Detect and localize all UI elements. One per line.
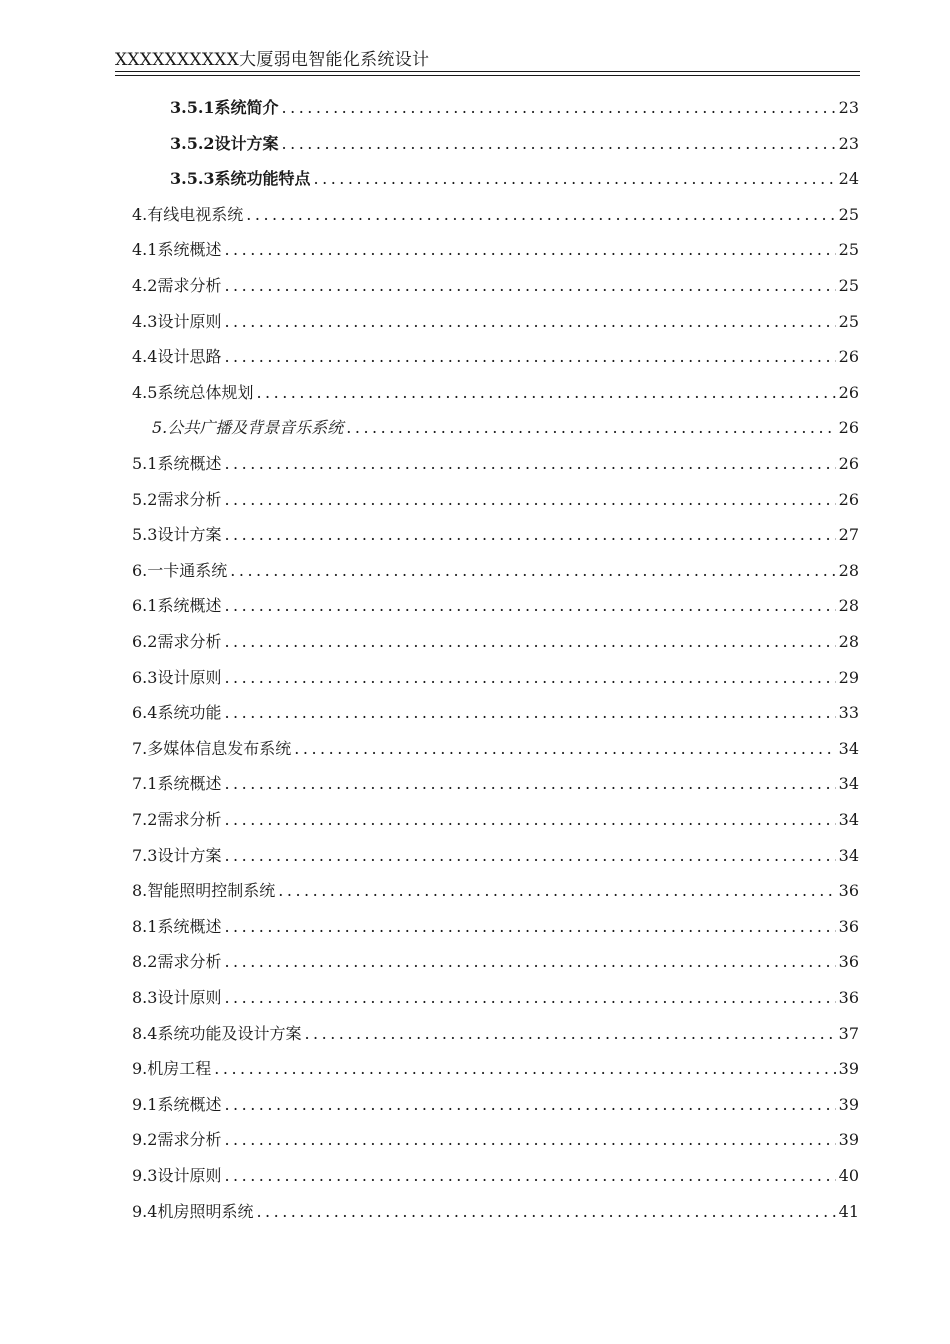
toc-entry-label: 3.5.1系统简介 xyxy=(170,98,279,117)
toc-entry-page-number: 39 xyxy=(838,1130,859,1150)
toc-entry-page-number: 33 xyxy=(838,703,859,723)
toc-entry[interactable] xyxy=(132,446,859,482)
toc-entry-page-number: 34 xyxy=(838,845,859,865)
toc-entry-page-number: 36 xyxy=(838,988,859,1007)
toc-entry-label: 4.5系统总体规划 xyxy=(132,382,254,402)
toc-entry[interactable] xyxy=(152,410,859,446)
toc-dot-leader xyxy=(304,1024,835,1044)
toc-entry-label: 5.1系统概述 xyxy=(132,454,222,473)
toc-dot-leader xyxy=(224,1095,835,1115)
toc-entry[interactable] xyxy=(132,731,859,767)
toc-dot-leader xyxy=(224,276,835,296)
toc-entry[interactable] xyxy=(132,766,859,802)
toc-entry[interactable] xyxy=(170,161,859,197)
toc-dot-leader xyxy=(224,240,835,260)
toc-dot-leader xyxy=(224,810,835,830)
toc-entry-page-number: 23 xyxy=(838,133,859,153)
toc-entry-label: 9.3设计原则 xyxy=(132,1166,222,1185)
toc-entry-page-number: 26 xyxy=(838,347,859,367)
toc-entry-page-number: 36 xyxy=(838,916,859,936)
toc-dot-leader xyxy=(282,134,836,154)
toc-entry[interactable] xyxy=(132,695,859,731)
toc-dot-leader xyxy=(224,1166,835,1186)
toc-entry-label: 4.2需求分析 xyxy=(132,276,222,295)
toc-dot-leader xyxy=(224,703,835,723)
toc-entry[interactable] xyxy=(132,1016,859,1052)
toc-dot-leader xyxy=(224,952,835,972)
toc-entry-page-number: 39 xyxy=(838,1094,859,1114)
toc-entry-label: 4.有线电视系统 xyxy=(132,204,244,224)
toc-entry[interactable] xyxy=(132,838,859,874)
toc-dot-leader xyxy=(224,988,835,1008)
toc-entry[interactable] xyxy=(132,802,859,838)
toc-dot-leader xyxy=(224,1130,835,1150)
toc-entry-label: 8.3设计原则 xyxy=(132,988,222,1007)
document-title: XXXXXXXXXX大厦弱电智能化系统设计 xyxy=(115,50,430,70)
toc-entry-page-number: 40 xyxy=(838,1166,859,1185)
toc-dot-leader xyxy=(246,205,835,225)
toc-entry-label: 6.2需求分析 xyxy=(132,632,222,651)
toc-entry-label: 6.4系统功能 xyxy=(132,703,222,723)
toc-dot-leader xyxy=(346,418,835,438)
toc-entry-page-number: 27 xyxy=(838,525,859,545)
toc-entry-page-number: 28 xyxy=(838,560,859,580)
toc-entry[interactable] xyxy=(132,482,859,518)
toc-entry-page-number: 36 xyxy=(838,881,859,901)
page-header xyxy=(115,49,860,73)
toc-entry-label: 9.4机房照明系统 xyxy=(132,1201,254,1221)
toc-entry-page-number: 29 xyxy=(838,667,859,687)
toc-entry-label: 6.1系统概述 xyxy=(132,596,222,616)
toc-entry[interactable] xyxy=(170,126,859,162)
toc-dot-leader xyxy=(224,454,835,474)
toc-entry-label: 5.2需求分析 xyxy=(132,489,222,509)
toc-entry-page-number: 26 xyxy=(838,489,859,509)
toc-entry-page-number: 34 xyxy=(838,810,859,829)
toc-dot-leader xyxy=(224,668,835,688)
toc-entry-page-number: 37 xyxy=(838,1023,859,1043)
toc-entry-page-number: 28 xyxy=(838,596,859,616)
toc-entry[interactable] xyxy=(132,1122,859,1158)
toc-dot-leader xyxy=(224,632,835,652)
toc-entry-page-number: 34 xyxy=(838,738,859,758)
toc-entry-page-number: 24 xyxy=(838,169,859,189)
toc-dot-leader xyxy=(294,739,835,759)
toc-entry-page-number: 25 xyxy=(838,240,859,260)
toc-entry-label: 8.1系统概述 xyxy=(132,916,222,936)
toc-entry[interactable] xyxy=(132,268,859,304)
toc-entry[interactable] xyxy=(132,517,859,553)
toc-entry-label: 7.多媒体信息发布系统 xyxy=(132,738,292,758)
toc-entry[interactable] xyxy=(132,375,859,411)
toc-entry-label: 4.1系统概述 xyxy=(132,240,222,260)
toc-dot-leader xyxy=(278,881,835,901)
toc-entry-label: 6.3设计原则 xyxy=(132,667,222,687)
header-rule-thick xyxy=(115,71,860,72)
toc-entry-page-number: 36 xyxy=(838,952,859,972)
toc-entry-label: 9.2需求分析 xyxy=(132,1130,222,1150)
toc-entry[interactable] xyxy=(170,90,859,126)
toc-dot-leader xyxy=(224,917,835,937)
toc-dot-leader xyxy=(314,169,836,189)
toc-entry-label: 8.2需求分析 xyxy=(132,952,222,972)
toc-dot-leader xyxy=(214,1059,835,1079)
toc-entry[interactable] xyxy=(132,1158,859,1194)
toc-entry[interactable] xyxy=(132,1194,859,1230)
toc-entry-page-number: 23 xyxy=(838,98,859,117)
toc-entry[interactable] xyxy=(132,909,859,945)
toc-entry-label: 5.3设计方案 xyxy=(132,525,222,545)
toc-entry-page-number: 25 xyxy=(838,276,859,295)
toc-entry-page-number: 25 xyxy=(838,204,859,224)
toc-entry-page-number: 26 xyxy=(838,382,859,402)
toc-entry[interactable] xyxy=(132,588,859,624)
toc-entry-page-number: 28 xyxy=(838,632,859,651)
toc-dot-leader xyxy=(224,490,835,510)
toc-entry-label: 7.2需求分析 xyxy=(132,810,222,829)
toc-dot-leader xyxy=(256,1202,835,1222)
toc-entry[interactable] xyxy=(132,197,859,233)
toc-entry[interactable] xyxy=(132,1087,859,1123)
toc-entry-label: 6.一卡通系统 xyxy=(132,560,228,580)
toc-dot-leader xyxy=(282,98,836,118)
toc-entry[interactable] xyxy=(132,339,859,375)
toc-entry-label: 9.机房工程 xyxy=(132,1059,212,1079)
toc-entry-page-number: 26 xyxy=(838,418,859,438)
toc-entry[interactable] xyxy=(132,873,859,909)
toc-dot-leader xyxy=(224,347,835,367)
toc-entry-page-number: 25 xyxy=(838,311,859,331)
toc-dot-leader xyxy=(230,561,835,581)
toc-entry[interactable] xyxy=(132,660,859,696)
toc-entry-label: 3.5.3系统功能特点 xyxy=(170,169,311,189)
toc-entry-label: 5.公共广播及背景音乐系统 xyxy=(152,418,344,438)
toc-entry[interactable] xyxy=(132,944,859,980)
toc-entry-label: 7.1系统概述 xyxy=(132,774,222,794)
toc-entry-label: 4.4设计思路 xyxy=(132,347,222,367)
toc-entry-label: 4.3设计原则 xyxy=(132,311,222,331)
toc-entry[interactable] xyxy=(132,553,859,589)
toc-entry-label: 7.3设计方案 xyxy=(132,845,222,865)
toc-dot-leader xyxy=(224,525,835,545)
toc-dot-leader xyxy=(224,596,835,616)
toc-entry-page-number: 34 xyxy=(838,774,859,794)
toc-entry[interactable] xyxy=(132,624,859,660)
toc-dot-leader xyxy=(256,383,835,403)
toc-entry-label: 3.5.2设计方案 xyxy=(170,133,279,153)
toc-entry[interactable] xyxy=(132,232,859,268)
toc-entry[interactable] xyxy=(132,304,859,340)
toc-dot-leader xyxy=(224,312,835,332)
toc-entry[interactable] xyxy=(132,1051,859,1087)
toc-entry-label: 9.1系统概述 xyxy=(132,1094,222,1114)
toc-entry-page-number: 41 xyxy=(838,1201,859,1221)
toc-entry-label: 8.4系统功能及设计方案 xyxy=(132,1023,302,1043)
toc-entry-page-number: 39 xyxy=(838,1059,859,1079)
toc-dot-leader xyxy=(224,846,835,866)
header-rule-thin xyxy=(115,75,860,76)
toc-entry-page-number: 26 xyxy=(838,454,859,473)
toc-entry-label: 8.智能照明控制系统 xyxy=(132,881,276,901)
toc-dot-leader xyxy=(224,774,835,794)
toc-entry[interactable] xyxy=(132,980,859,1016)
